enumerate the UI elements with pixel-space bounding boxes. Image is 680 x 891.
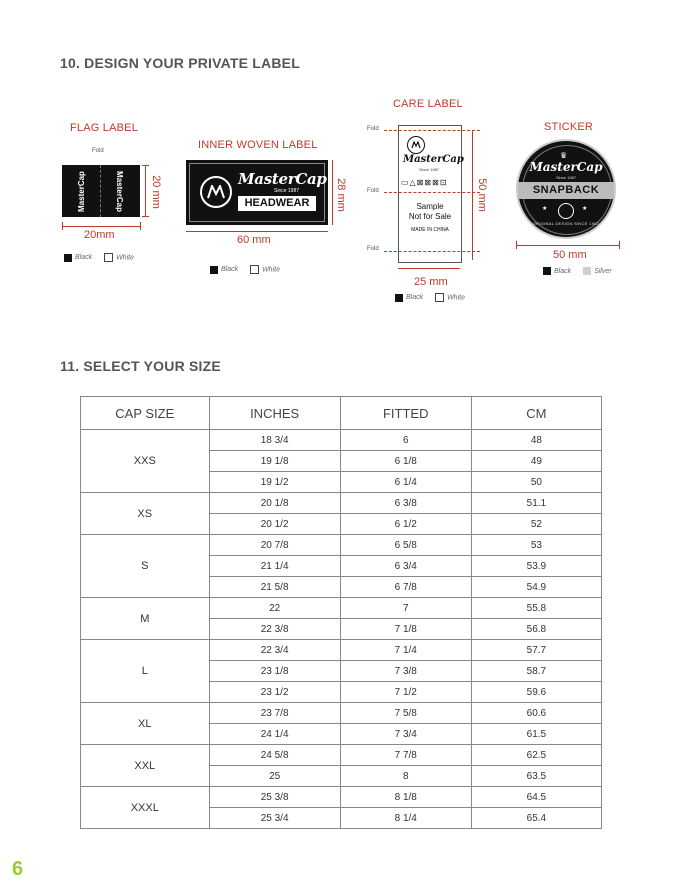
fitted-cell: 7 1/8 [340, 619, 471, 640]
crown-icon: ♛ [560, 151, 568, 160]
inches-cell: 25 3/4 [209, 808, 340, 829]
care-not-for-sale: Not for Sale [408, 212, 452, 221]
legend-white-text: White [447, 294, 465, 302]
table-row [81, 493, 602, 514]
legend-white-text: White [262, 266, 280, 274]
flag-height-dim: 20 mm [150, 175, 162, 209]
black-swatch [64, 254, 72, 262]
inches-cell: 20 7/8 [209, 535, 340, 556]
care-height-dim-line [472, 130, 473, 260]
woven-subtitle: HEADWEAR [238, 196, 316, 211]
sticker-since: Since 1987 [555, 175, 576, 180]
table-row [81, 535, 602, 556]
care-sample: Sample [416, 202, 444, 211]
flag-width-dim: 20mm [84, 229, 115, 241]
sticker-title: STICKER [544, 121, 594, 133]
legend-silver-text: Silver [594, 267, 612, 275]
flag-width-tick-right [140, 222, 141, 230]
cap-size-cell: S [81, 535, 210, 598]
legend-white-text: White [116, 254, 134, 262]
sticker-emblem-icon [558, 203, 574, 219]
sticker-legend [543, 267, 612, 275]
cm-cell: 49 [471, 451, 601, 472]
sticker-width-dim-line [516, 245, 620, 246]
header-fitted: FITTED [340, 397, 471, 430]
sticker-graphic [516, 139, 616, 239]
fitted-cell: 7 3/8 [340, 661, 471, 682]
cap-size-cell: XXL [81, 745, 210, 787]
cm-cell: 55.8 [471, 598, 601, 619]
fitted-cell: 6 3/8 [340, 493, 471, 514]
fitted-cell: 7 5/8 [340, 703, 471, 724]
header-inches: INCHES [209, 397, 340, 430]
woven-width-dim-line [186, 231, 328, 232]
star-icon: ★ [582, 206, 588, 212]
inches-cell: 19 1/2 [209, 472, 340, 493]
woven-brand: MasterCap [238, 170, 327, 188]
legend-black-text: Black [406, 294, 424, 302]
black-swatch [543, 267, 551, 275]
sticker-width-tick-left [516, 241, 517, 249]
fitted-cell: 8 1/8 [340, 787, 471, 808]
white-swatch [250, 265, 259, 274]
cm-cell: 53.9 [471, 556, 601, 577]
care-width-dim-line [398, 268, 460, 269]
fitted-cell: 7 1/2 [340, 682, 471, 703]
woven-legend [210, 265, 280, 274]
fitted-cell: 7 7/8 [340, 745, 471, 766]
fitted-cell: 6 1/2 [340, 514, 471, 535]
inches-cell: 21 5/8 [209, 577, 340, 598]
care-fold-bottom-line [384, 251, 480, 252]
inner-woven-label-graphic [186, 160, 328, 225]
inches-cell: 22 3/8 [209, 619, 340, 640]
fitted-cell: 8 [340, 766, 471, 787]
inches-cell: 24 5/8 [209, 745, 340, 766]
cm-cell: 63.5 [471, 766, 601, 787]
care-fold-top: Fold [367, 126, 379, 132]
care-brand: MasterCap [403, 154, 464, 165]
fitted-cell: 6 1/8 [340, 451, 471, 472]
flag-height-dim-line [145, 165, 146, 217]
inches-cell: 18 3/4 [209, 430, 340, 451]
flag-brand-left: MasterCap [76, 170, 86, 212]
table-row [81, 703, 602, 724]
cm-cell: 60.6 [471, 703, 601, 724]
flag-label-title: FLAG LABEL [70, 122, 139, 134]
inner-woven-label-title: INNER WOVEN LABEL [198, 139, 318, 151]
inches-cell: 25 [209, 766, 340, 787]
inches-cell: 25 3/8 [209, 787, 340, 808]
flag-legend [64, 253, 134, 262]
care-label-title: CARE LABEL [393, 98, 463, 110]
fitted-cell: 7 [340, 598, 471, 619]
cm-cell: 65.4 [471, 808, 601, 829]
cap-size-cell: XXS [81, 430, 210, 493]
legend-black-text: Black [221, 266, 239, 274]
size-table-header [81, 397, 602, 430]
sticker-width-tick-right [619, 241, 620, 249]
table-row [81, 598, 602, 619]
flag-width-dim-line [62, 226, 140, 227]
flag-height-tick-top [142, 165, 149, 166]
flag-fold-line [100, 165, 101, 217]
care-fold-mid: Fold [367, 188, 379, 194]
header-cm: CM [471, 397, 601, 430]
star-icon: ★ [542, 206, 548, 212]
care-emblem-icon [407, 136, 425, 154]
cm-cell: 61.5 [471, 724, 601, 745]
flag-fold-text: Fold [92, 148, 104, 154]
cm-cell: 59.6 [471, 682, 601, 703]
flag-height-tick-bottom [142, 216, 149, 217]
care-fold-bottom: Fold [367, 246, 379, 252]
fitted-cell: 6 5/8 [340, 535, 471, 556]
care-since: Since 1987 [419, 167, 440, 172]
cm-cell: 57.7 [471, 640, 601, 661]
woven-height-dim: 28 mm [335, 178, 347, 212]
care-width-dim: 25 mm [414, 276, 448, 288]
care-fold-mid-line [384, 192, 480, 193]
fitted-cell: 7 3/4 [340, 724, 471, 745]
cm-cell: 62.5 [471, 745, 601, 766]
care-legend [395, 293, 465, 302]
black-swatch [395, 294, 403, 302]
inches-cell: 20 1/2 [209, 514, 340, 535]
fitted-cell: 7 1/4 [340, 640, 471, 661]
cm-cell: 54.9 [471, 577, 601, 598]
legend-black-text: Black [554, 267, 572, 275]
sticker-brand: MasterCap [529, 160, 603, 174]
white-swatch [435, 293, 444, 302]
sticker-width-dim: 50 mm [553, 249, 587, 261]
fitted-cell: 6 [340, 430, 471, 451]
care-label-graphic [398, 125, 462, 263]
white-swatch [104, 253, 113, 262]
fitted-cell: 6 3/4 [340, 556, 471, 577]
page-number: 6 [12, 858, 24, 880]
cm-cell: 53 [471, 535, 601, 556]
flag-width-tick-left [62, 222, 63, 230]
cap-size-cell: M [81, 598, 210, 640]
size-table [80, 396, 602, 829]
cap-size-cell: XXXL [81, 787, 210, 829]
care-made-in: MADE IN CHINA [411, 227, 449, 233]
inches-cell: 23 1/8 [209, 661, 340, 682]
header-cap-size: CAP SIZE [81, 397, 210, 430]
cm-cell: 58.7 [471, 661, 601, 682]
sticker-ring-text: ORIGINAL DESIGN SINCE 1987 [532, 221, 600, 226]
cm-cell: 51.1 [471, 493, 601, 514]
table-row [81, 787, 602, 808]
inches-cell: 20 1/8 [209, 493, 340, 514]
cm-cell: 64.5 [471, 787, 601, 808]
inches-cell: 23 1/2 [209, 682, 340, 703]
flag-label-graphic [62, 165, 140, 217]
cm-cell: 48 [471, 430, 601, 451]
cm-cell: 52 [471, 514, 601, 535]
inches-cell: 23 7/8 [209, 703, 340, 724]
section-11-heading: 11. SELECT YOUR SIZE [60, 358, 221, 374]
cm-cell: 56.8 [471, 619, 601, 640]
cap-size-cell: L [81, 640, 210, 703]
inches-cell: 22 3/4 [209, 640, 340, 661]
inches-cell: 19 1/8 [209, 451, 340, 472]
fitted-cell: 8 1/4 [340, 808, 471, 829]
black-swatch [210, 266, 218, 274]
care-symbols-icon: ▭△⊠⊠⊠⊡ [401, 178, 448, 187]
woven-emblem-icon [200, 176, 232, 208]
table-row [81, 745, 602, 766]
section-10-heading: 10. DESIGN YOUR PRIVATE LABEL [60, 55, 300, 71]
care-fold-top-line [384, 130, 480, 131]
silver-swatch [583, 267, 591, 275]
fitted-cell: 6 7/8 [340, 577, 471, 598]
woven-since: Since 1987 [274, 188, 300, 194]
fitted-cell: 6 1/4 [340, 472, 471, 493]
care-height-dim: 50 mm [476, 178, 488, 212]
inches-cell: 22 [209, 598, 340, 619]
woven-height-dim-line [332, 160, 333, 225]
inches-cell: 21 1/4 [209, 556, 340, 577]
legend-black-text: Black [75, 254, 93, 262]
cap-size-cell: XL [81, 703, 210, 745]
table-row [81, 640, 602, 661]
flag-brand-right: MasterCap [114, 170, 124, 212]
cm-cell: 50 [471, 472, 601, 493]
table-row [81, 430, 602, 451]
woven-width-dim: 60 mm [237, 234, 271, 246]
inches-cell: 24 1/4 [209, 724, 340, 745]
cap-size-cell: XS [81, 493, 210, 535]
sticker-band: SNAPBACK [518, 182, 614, 199]
